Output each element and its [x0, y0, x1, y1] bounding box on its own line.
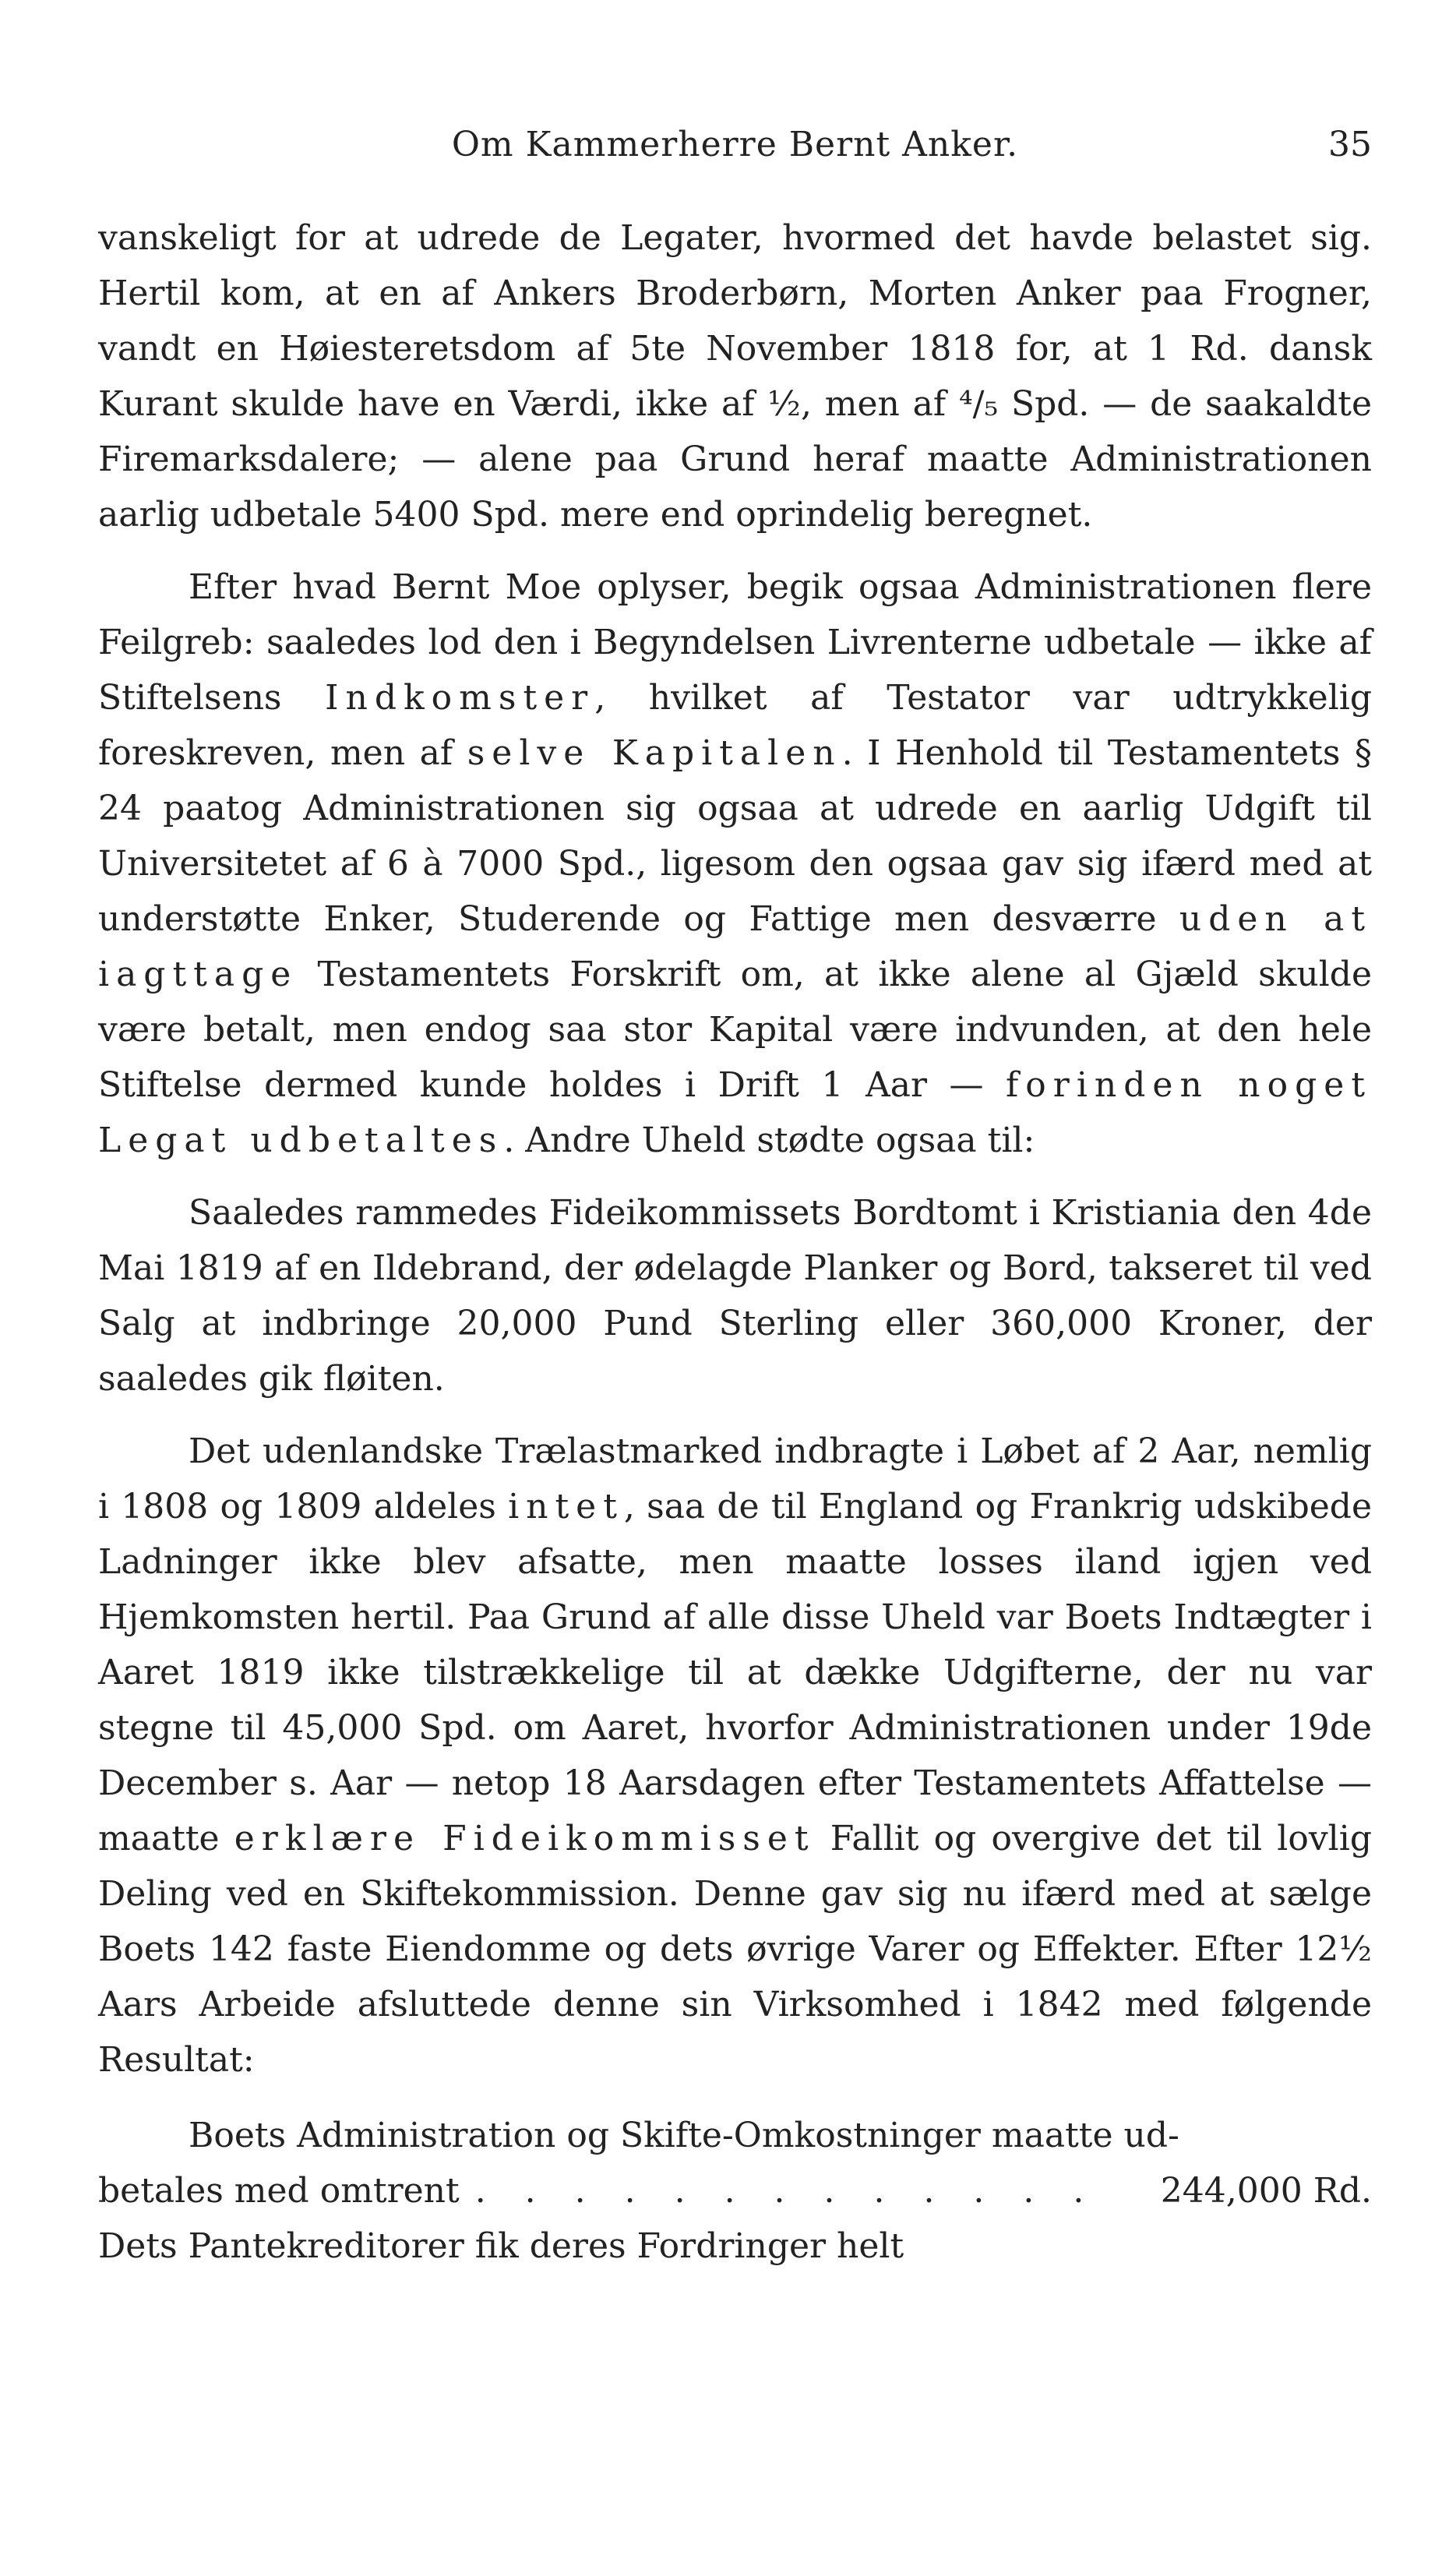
running-title: Om Kammerherre Bernt Anker. — [451, 125, 1019, 164]
text-run: , hvilket af Testator var udtrykkelig foreskreven, men af — [98, 678, 1373, 773]
text-run: Efter hvad Bernt Moe oplyser, begik ogsaa Administrationen flere Feilgreb: saaledes lod den i Begyndelsen Livrenterne udbetale — ikke af Stiftelsens — [98, 567, 1372, 718]
emphasized-text: erklære Fideikommisset — [234, 1819, 816, 1858]
result-line-2 — [98, 2163, 1372, 2218]
text-run: . I Henhold til Testamentets § 24 paatog Administrationen sig ogsaa at udrede en aarlig Udgift til Universitetet af 6 à 7000 Spd., ligesom den ogsaa gav sig ifærd med at understøtte Enker, Studerende og Fattige men desværre — [98, 733, 1372, 939]
text-run: Fallit og overgive det til lovlig Deling ved en Skiftekommission. Denne gav sig nu ifærd med at sælge Boets 142 faste Eiendomme og dets øvrige Varer og Effekter. Efter 12½ Aars Arbeide afsluttede denne sin Virksomhed i 1842 med følgende Resultat: — [98, 1819, 1372, 2080]
text-run: . Andre Uheld stødte ogsaa til: — [503, 1121, 1035, 1160]
paragraph-continuation: vanskeligt for at udrede de Legater, hvormed det havde belastet sig. Hertil kom, at en af Ankers Broderbørn, Morten Anker paa Frogner, vandt en Høiesteretsdom af 5te November 1818 for, at 1 Rd. dansk Kurant skulde have en Værdi, ikke af ½, men af ⁴/₅ Spd. — de saakaldte Firemarksdalere; — alene paa Grund heraf maatte Administrationen aarlig udbetale 5400 Spd. mere end oprindelig beregnet. — [98, 218, 1372, 535]
body-text — [98, 210, 1372, 2274]
leader-dots: . . . . . . . . . . . . . — [474, 2171, 1098, 2211]
text-run: Det udenlandske Trælastmarked indbragte i Løbet af 2 Aar, nemlig i 1808 og 1809 aldeles — [98, 1431, 1372, 1527]
emphasized-text: forinden noget Legat udbetaltes — [98, 1065, 1372, 1160]
page-number: 35 — [1328, 125, 1372, 164]
result-section — [98, 2108, 1372, 2274]
paragraph-administration-errors — [98, 559, 1372, 1168]
paragraph-bankruptcy — [98, 1424, 1372, 2088]
result-label: betales med omtrent — [98, 2171, 460, 2211]
result-line-3: Dets Pantekreditorer fik deres Fordringer helt — [98, 2226, 904, 2266]
text-run: Testamentets Forskrift om, at ikke alene al Gjæld skulde være betalt, men endog saa stor Kapital være indvunden, at den hele Stiftelse dermed kunde holdes i Drift 1 Aar — — [98, 955, 1372, 1105]
emphasized-text: uden at iagttage — [98, 899, 1373, 994]
text-run: , saa de til England og Frankrig udskibede Ladninger ikke blev afsatte, men maatte losses iland igjen ved Hjemkomsten hertil. Paa Grund af alle disse Uheld var Boets Indtægter i Aaret 1819 ikke tilstrækkelige til at dække Udgifterne, der nu var stegne til 45,000 Spd. om Aaret, hvorfor Administrationen under 19de December s. Aar — netop 18 Aarsdagen efter Testamentets Affattelse — maatte — [98, 1487, 1372, 1858]
result-line-1: Boets Administration og Skifte-Omkostninger maatte ud- — [189, 2116, 1179, 2155]
paragraph-fire: Saaledes rammedes Fideikommissets Bordtomt i Kristiania den 4de Mai 1819 af en Ildebrand, der ødelagde Planker og Bord, takseret til ved Salg at indbringe 20,000 Pund Sterling eller 360,000 Kroner, der saaledes gik fløiten. — [98, 1193, 1372, 1399]
emphasized-text: selve Kapitalen — [467, 733, 842, 773]
emphasized-text: Indkomster — [325, 678, 595, 718]
result-amount: 244,000 Rd. — [1160, 2171, 1372, 2211]
running-header — [98, 125, 1372, 179]
emphasized-text: intet — [508, 1487, 624, 1527]
